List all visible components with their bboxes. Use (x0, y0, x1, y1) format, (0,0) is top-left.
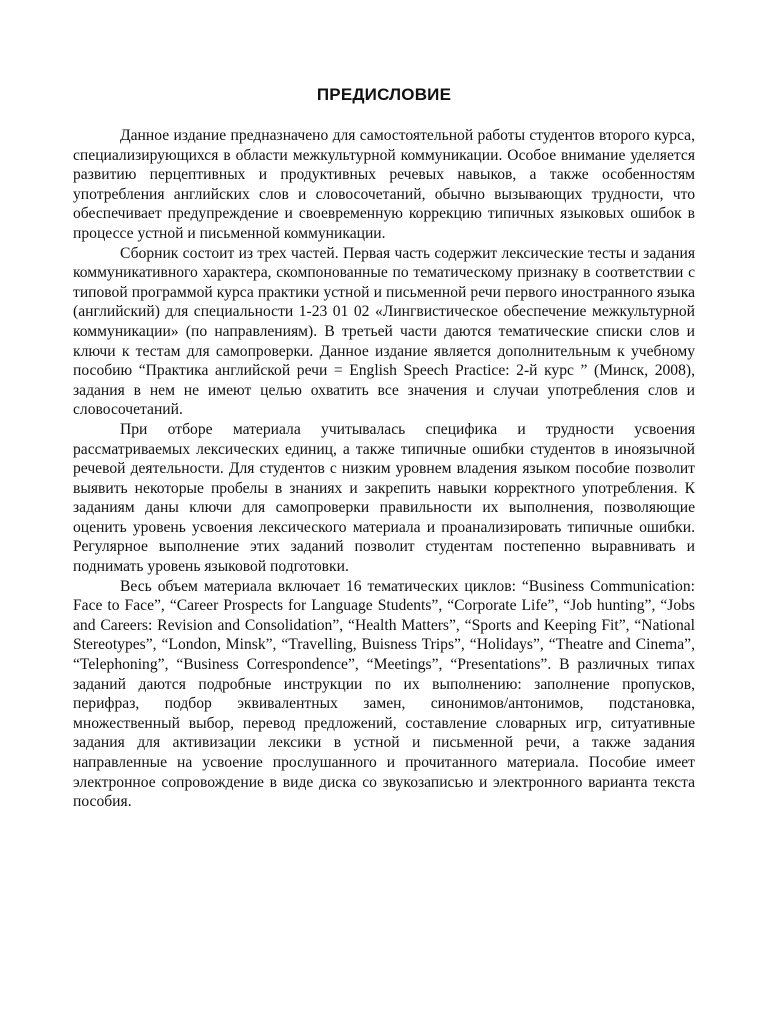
page-title: ПРЕДИСЛОВИЕ (316, 85, 452, 104)
preface-body (73, 126, 695, 812)
paragraph-contents: Весь объем материала включает 16 тематических циклов: “Business Communication: Face to Face”, “Career Prospects for Language Students”, “Corporate Life”, “Job hunting”, “Jobs and Careers: Revision and Consolidation”, “Health Matters”, “Sports and Keeping Fit”, “National Stereotypes”, “London, Minsk”, “Travelling, Buisness Trips”, “Holidays”, “Theatre and Cinema”, “Telephoning”, “Business Correspondence”, “Meetings”, “Presentations”. В различных типах заданий даются подробные инструкции по их выполнению: заполнение пропусков, перифраз, подбор эквивалентных замен, синонимов/антонимов, подстановка, множественный выбор, перевод предложений, составление словарных игр, ситуативные задания для активизации лексики в устной и письменной речи, а также задания направленные на усвоение прослушанного и прочитанного материала. Пособие имеет электронное сопровождение в виде диска со звукозаписью и электронного варианта текста пособия. (73, 577, 695, 811)
paragraph-selection: При отборе материала учитывалась специфика и трудности усвоения рассматриваемых лексических единиц, а также типичные ошибки студентов в иноязычной речевой деятельности. Для студентов с низким уровнем владения языком пособие позволит выявить некоторые пробелы в знаниях и закрепить навыки корректного употребления. К заданиям даны ключи для самопроверки правильности их выполнения, позволяющие оценить уровень усвоения лексического материала и проанализировать типичные ошибки. Регулярное выполнение этих заданий позволит студентам постепенно выравнивать и поднимать уровень языковой подготовки. (73, 420, 695, 576)
paragraph-structure: Сборник состоит из трех частей. Первая часть содержит лексические тесты и задания коммуникативного характера, скомпонованные по тематическому признаку в соответствии с типовой программой курса практики устной и письменной речи первого иностранного языка (английский) для специальности 1-23 01 02 «Лингвистическое обеспечение межкультурной коммуникации» (по направлениям). В третьей части даются тематические списки слов и ключи к тестам для самопроверки. Данное издание является дополнительным к учебному пособию “Практика английской речи = English Speech Practice: 2-й курс ” (Минск, 2008), задания в нем не имеют целью охватить все значения и случаи употребления слов и словосочетаний. (73, 244, 695, 419)
paragraph-purpose: Данное издание предназначено для самостоятельной работы студентов второго курса, специализирующихся в области межкультурной коммуникации. Особое внимание уделяется развитию перцептивных и продуктивных речевых навыков, а также особенностям употребления английских слов и словосочетаний, обычно вызывающих трудности, что обеспечивает предупреждение и своевременную коррекцию типичных языковых ошибок в процессе устной и письменной коммуникации. (73, 127, 695, 242)
